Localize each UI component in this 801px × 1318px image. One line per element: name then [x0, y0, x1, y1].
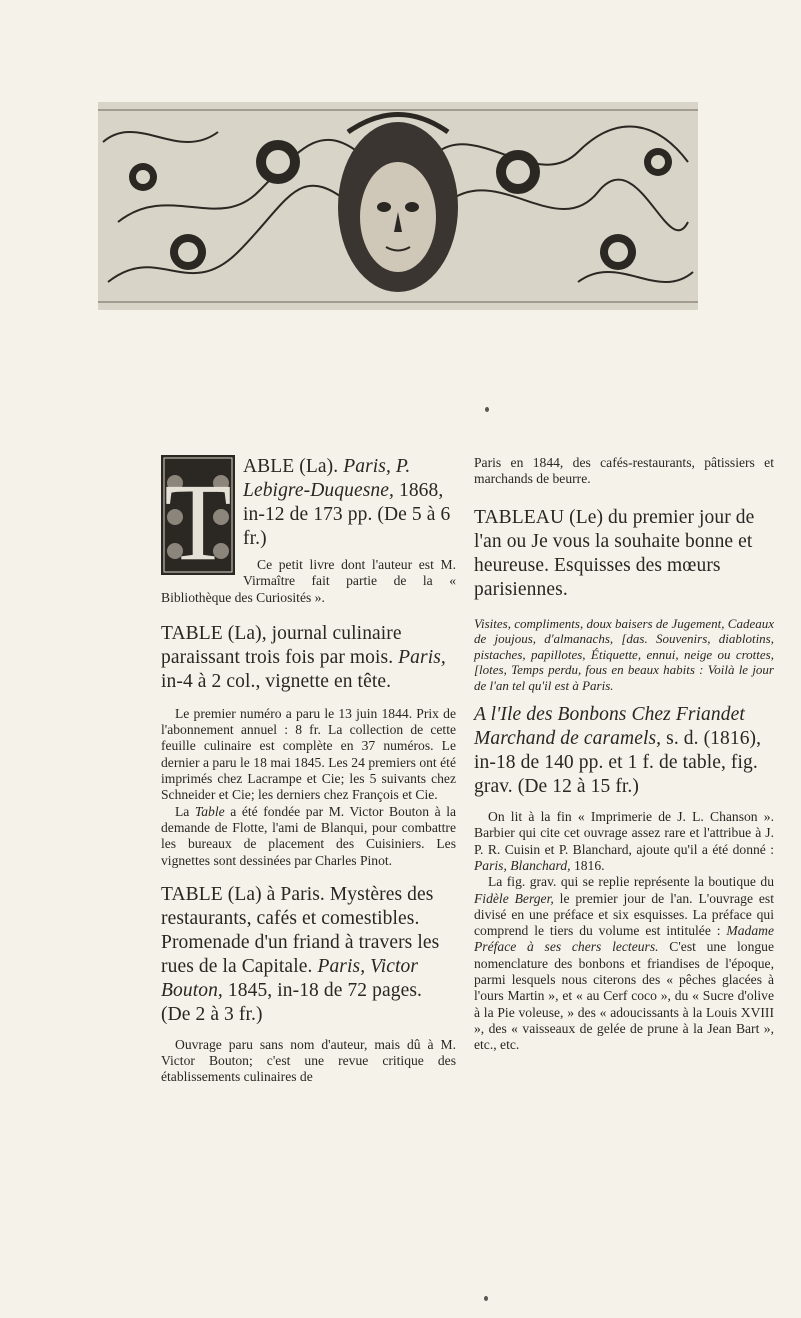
note-text: 1816. — [573, 857, 605, 873]
note-italic: Table — [194, 803, 225, 819]
note-text: La fig. grav. qui se replie représente la boutique du — [488, 874, 774, 890]
note-text: le premier jour de l'an. L'ouvrage est divisé en une préface et six esquisses. La préface qui comprend le tiers du volume est intitulée : — [474, 890, 774, 939]
entry-head: ABLE (La). — [243, 456, 339, 477]
entry-note-2b — [161, 804, 456, 869]
entry-details: s. d. (1816), in-18 de 140 pp. et 1 f. de table, fig. grav. (De 12 à 15 fr.) — [474, 728, 762, 798]
continued-note: Paris en 1844, des cafés-restaurants, pâtissiers et marchands de beurre. — [474, 455, 774, 487]
entry-publisher: Paris, Victor Bouton, — [161, 955, 419, 1001]
entry-table-paris — [161, 883, 456, 1027]
note-italic: Fidèle Berger, — [474, 890, 554, 906]
entry-ile-bonbons — [474, 703, 774, 799]
entry-details: 1868, in-12 de 173 pp. (De 5 à 6 fr.) — [243, 480, 451, 549]
entry-table-journal — [161, 622, 456, 694]
entry-tableau: TABLEAU (Le) du premier jour de l'an ou Je vous la souhaite bonne et heureuse. Esquisses des mœurs parisiennes. — [474, 506, 755, 600]
entry-details: in-4 à 2 col., vignette en tête. — [161, 670, 392, 692]
ornamental-headpiece — [98, 102, 698, 310]
note-italic: Madame Préface à ses chers lecteurs. — [474, 923, 774, 955]
entry-publisher: Paris, P. Lebigre-Duquesne, — [243, 456, 411, 501]
entry-details: 1845, in-18 de 72 pages. (De 2 à 3 fr.) — [161, 979, 423, 1025]
note-italic: Paris, Blanchard, — [474, 857, 571, 873]
page-dot — [485, 407, 489, 412]
entry-note-1: Ce petit livre dont l'auteur est M. Virmaître fait partie de la « Bibliothèque des Curiosités ». — [161, 557, 456, 605]
note-text: On lit à la fin « Imprimerie de J. L. Chanson ». Barbier qui cite cet ouvrage assez rare et l'attribue à J. P. R. Cuisin et P. Blanchard, ajoute qu'il a été donné : — [474, 809, 774, 857]
dropcap-ornament — [161, 455, 235, 575]
entry-publisher: Paris, — [398, 646, 446, 668]
dropcap-letter: T — [164, 461, 232, 575]
note-text: C'est une longue nomenclature des bonbons et friandises de l'époque, parmi lesquels nous citerons des « pêches glacées à l'ours Martin », et « au Cerf coco », du « Sucre d'olive à la Pie voleuse, » des « adoucissants à la Louis XVIII », des « vaisseaux de gelée de prune à la Jean Bart », etc., etc. — [474, 939, 774, 1053]
entry-note-2a: Le premier numéro a paru le 13 juin 1844. Prix de l'abonnement annuel : 8 fr. La collection de cette feuille culinaire est complète en 37 numéros. Le dernier a paru le 18 mai 1845. Les 24 premiers ont été imprimés chez Lacrampe et Cie; les 5 suivants chez Schneider et Cie; les derniers chez François et Cie. — [161, 705, 456, 803]
right-column — [474, 455, 774, 1054]
entry-head: TABLE (La) à Paris. Mystères des restaurants, cafés et comestibles. Promenade d'un friand à travers les rues de la Capitale. — [161, 883, 440, 977]
entry-contents-verse: Visites, compliments, doux baisers de Jugement, Cadeaux de joujous, d'almanachs, [das. Souvenirs, diablotins, pistaches, papillotes, Étiquette, ennui, neige ou crottes, [lotes, Temps perdu, fous en beaux habits : Voilà le jour de l'an tel qu'il est à Paris. — [474, 615, 774, 693]
entry-note-5a — [474, 809, 774, 874]
entry-head: TABLE (La), journal culinaire paraissant trois fois par mois. — [161, 622, 402, 668]
entry-note-5b — [474, 874, 774, 1053]
entry-note-3: Ouvrage paru sans nom d'auteur, mais dû à M. Victor Bouton; c'est une revue critique des établissements culinaires de — [161, 1036, 456, 1085]
note-text: La — [175, 803, 190, 819]
left-column — [161, 455, 456, 1086]
entry-publisher: A l'Ile des Bonbons Chez Friandet Marchand de caramels, — [474, 704, 745, 750]
page-dot-bottom — [484, 1296, 488, 1301]
note-text: a été fondée par M. Victor Bouton à la demande de Flotte, l'ami de Blanqui, pour combattre les bureaux de placement des Cuisiniers. Les vignettes sont dessinées par Charles Pinot. — [161, 803, 457, 868]
